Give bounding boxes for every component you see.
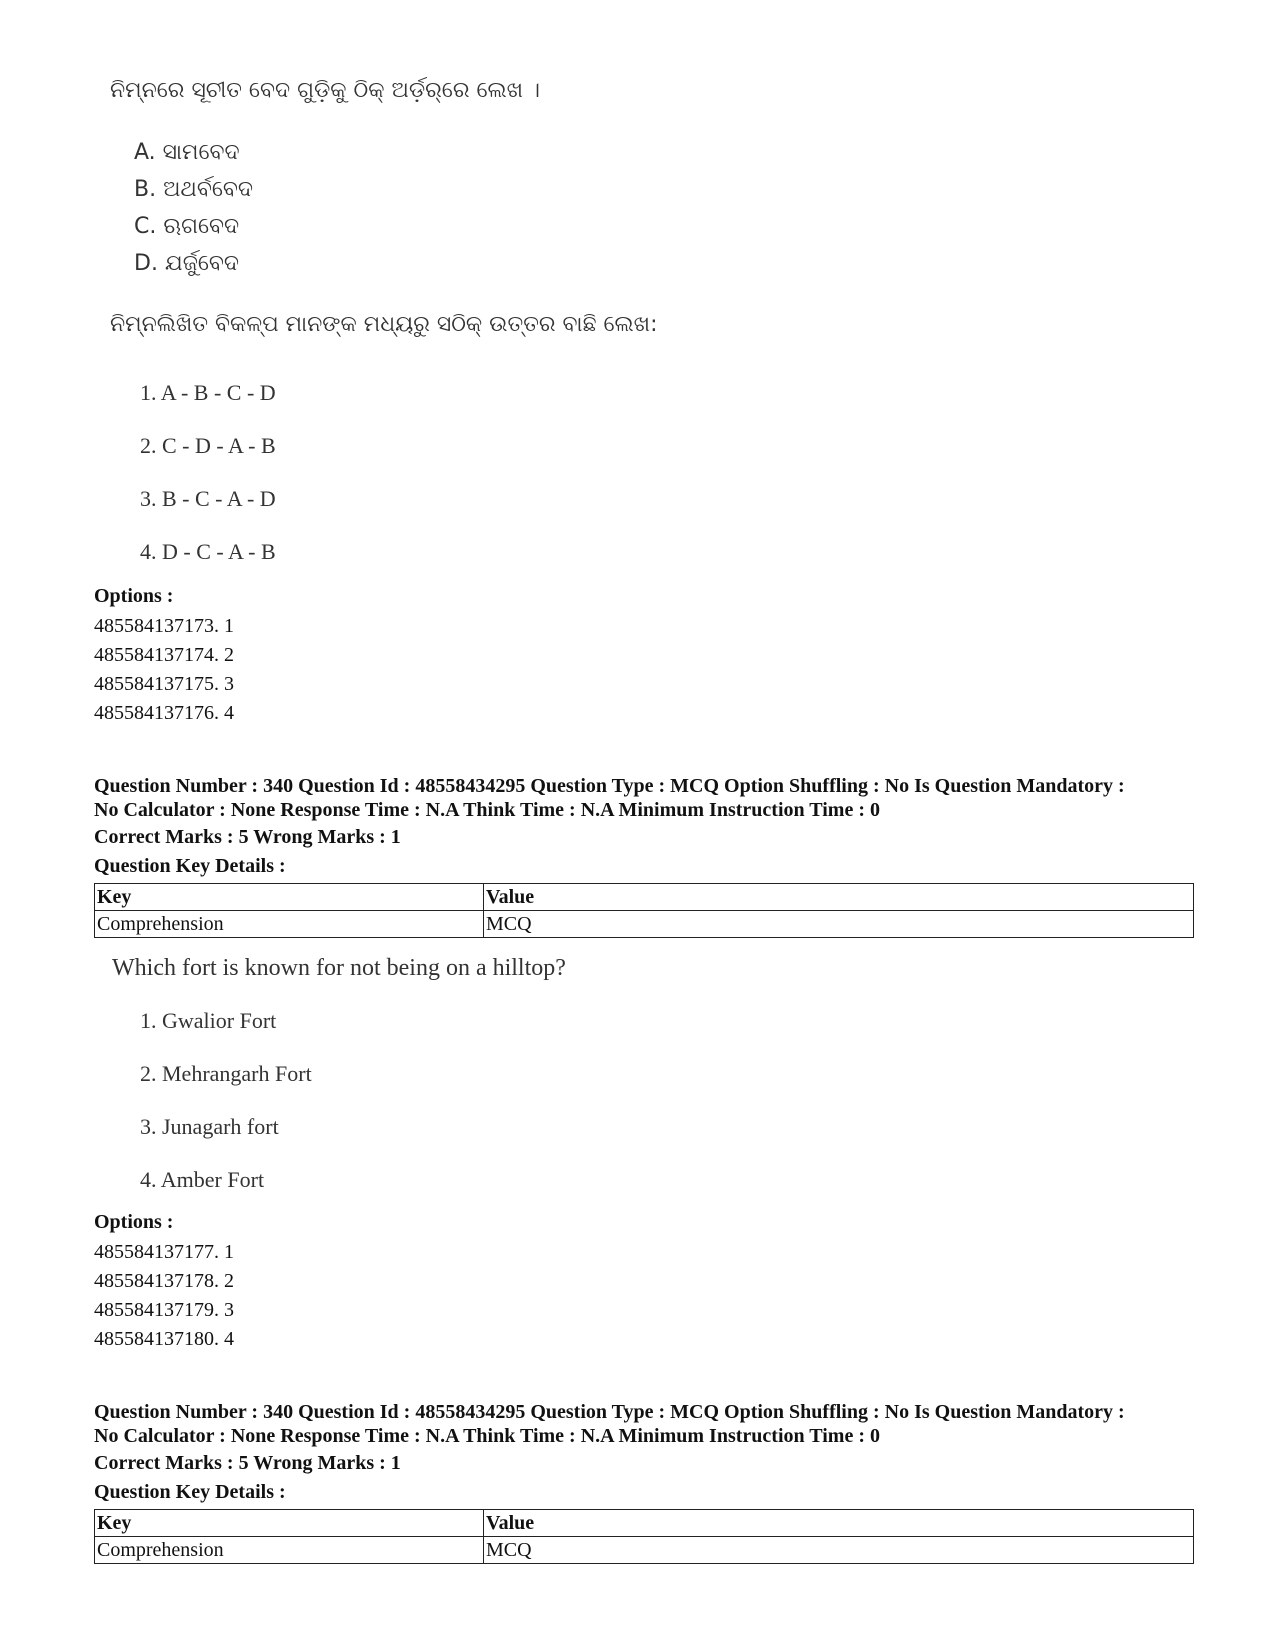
marks-line: Correct Marks : 5 Wrong Marks : 1 (94, 1452, 401, 1474)
key-details-heading: Question Key Details : (94, 855, 286, 877)
cell-value: MCQ (484, 1537, 1194, 1564)
table-row (95, 911, 1194, 938)
header-key: Key (95, 884, 484, 911)
option-item: 485584137175. 3 (94, 673, 234, 695)
header-value: Value (484, 884, 1194, 911)
header-key: Key (95, 1510, 484, 1537)
option-list (94, 1238, 234, 1354)
answer-choice: 1. A - B - C - D (140, 380, 276, 405)
meta-line: Question Number : 340 Question Id : 48558434295 Question Type : MCQ Option Shuffling : No Is Question Mandatory : (94, 1401, 1125, 1423)
option-item: 485584137174. 2 (94, 644, 234, 666)
cell-value: MCQ (484, 911, 1194, 938)
answer-choice: 2. Mehrangarh Fort (140, 1061, 312, 1086)
option-item: 485584137180. 4 (94, 1328, 234, 1350)
meta-line: No Calculator : None Response Time : N.A Think Time : N.A Minimum Instruction Time : 0 (94, 799, 880, 821)
statement-item: A. ସାମବେଦ (134, 140, 240, 165)
answer-choice: 4. D - C - A - B (140, 539, 276, 564)
question-meta (94, 1400, 1234, 1448)
question-stem: ନିମ୍ନରେ ସୂଚୀତ ବେଦ ଗୁଡ଼ିକୁ ଠିକ୍ ଅର୍ଡ଼ର୍‌ରେ ଲେଖ । (110, 78, 540, 103)
option-list (94, 612, 234, 728)
option-item: 485584137178. 2 (94, 1270, 234, 1292)
answer-choice: 3. Junagarh fort (140, 1114, 279, 1139)
answer-choice: 3. B - C - A - D (140, 486, 276, 511)
options-label: Options : (94, 585, 174, 607)
answer-choice: 2. C - D - A - B (140, 433, 276, 458)
option-item: 485584137179. 3 (94, 1299, 234, 1321)
key-details-table (94, 883, 1194, 938)
meta-line: No Calculator : None Response Time : N.A Think Time : N.A Minimum Instruction Time : 0 (94, 1425, 880, 1447)
statement-item: B. ଅଥର୍ବବେଦ (134, 177, 254, 202)
table-header-row (95, 1510, 1194, 1537)
answer-choice: 1. Gwalior Fort (140, 1008, 277, 1033)
table-row (95, 1537, 1194, 1564)
meta-line: Question Number : 340 Question Id : 48558434295 Question Type : MCQ Option Shuffling : No Is Question Mandatory : (94, 775, 1125, 797)
cell-key: Comprehension (95, 1537, 484, 1564)
option-item: 485584137173. 1 (94, 615, 234, 637)
question-instruction: ନିମ୍ନଲିଖିତ ବିକଳ୍ପ ମାନଙ୍କ ମଧ୍ୟରୁ ସଠିକ୍ ଉତ୍ତର ବାଛି ଲେଖ: (110, 312, 658, 337)
table-header-row (95, 884, 1194, 911)
header-value: Value (484, 1510, 1194, 1537)
options-label: Options : (94, 1211, 174, 1233)
marks-line: Correct Marks : 5 Wrong Marks : 1 (94, 826, 401, 848)
key-details-table (94, 1509, 1194, 1564)
question-meta (94, 774, 1234, 822)
statement-item: C. ଋଗବେଦ (134, 214, 240, 239)
answer-choice: 4. Amber Fort (140, 1167, 265, 1192)
statement-item: D. ଯର୍ଜୁବେଦ (134, 251, 240, 276)
cell-key: Comprehension (95, 911, 484, 938)
question-stem: Which fort is known for not being on a hilltop? (112, 955, 566, 981)
option-item: 485584137176. 4 (94, 702, 234, 724)
option-item: 485584137177. 1 (94, 1241, 234, 1263)
key-details-heading: Question Key Details : (94, 1481, 286, 1503)
